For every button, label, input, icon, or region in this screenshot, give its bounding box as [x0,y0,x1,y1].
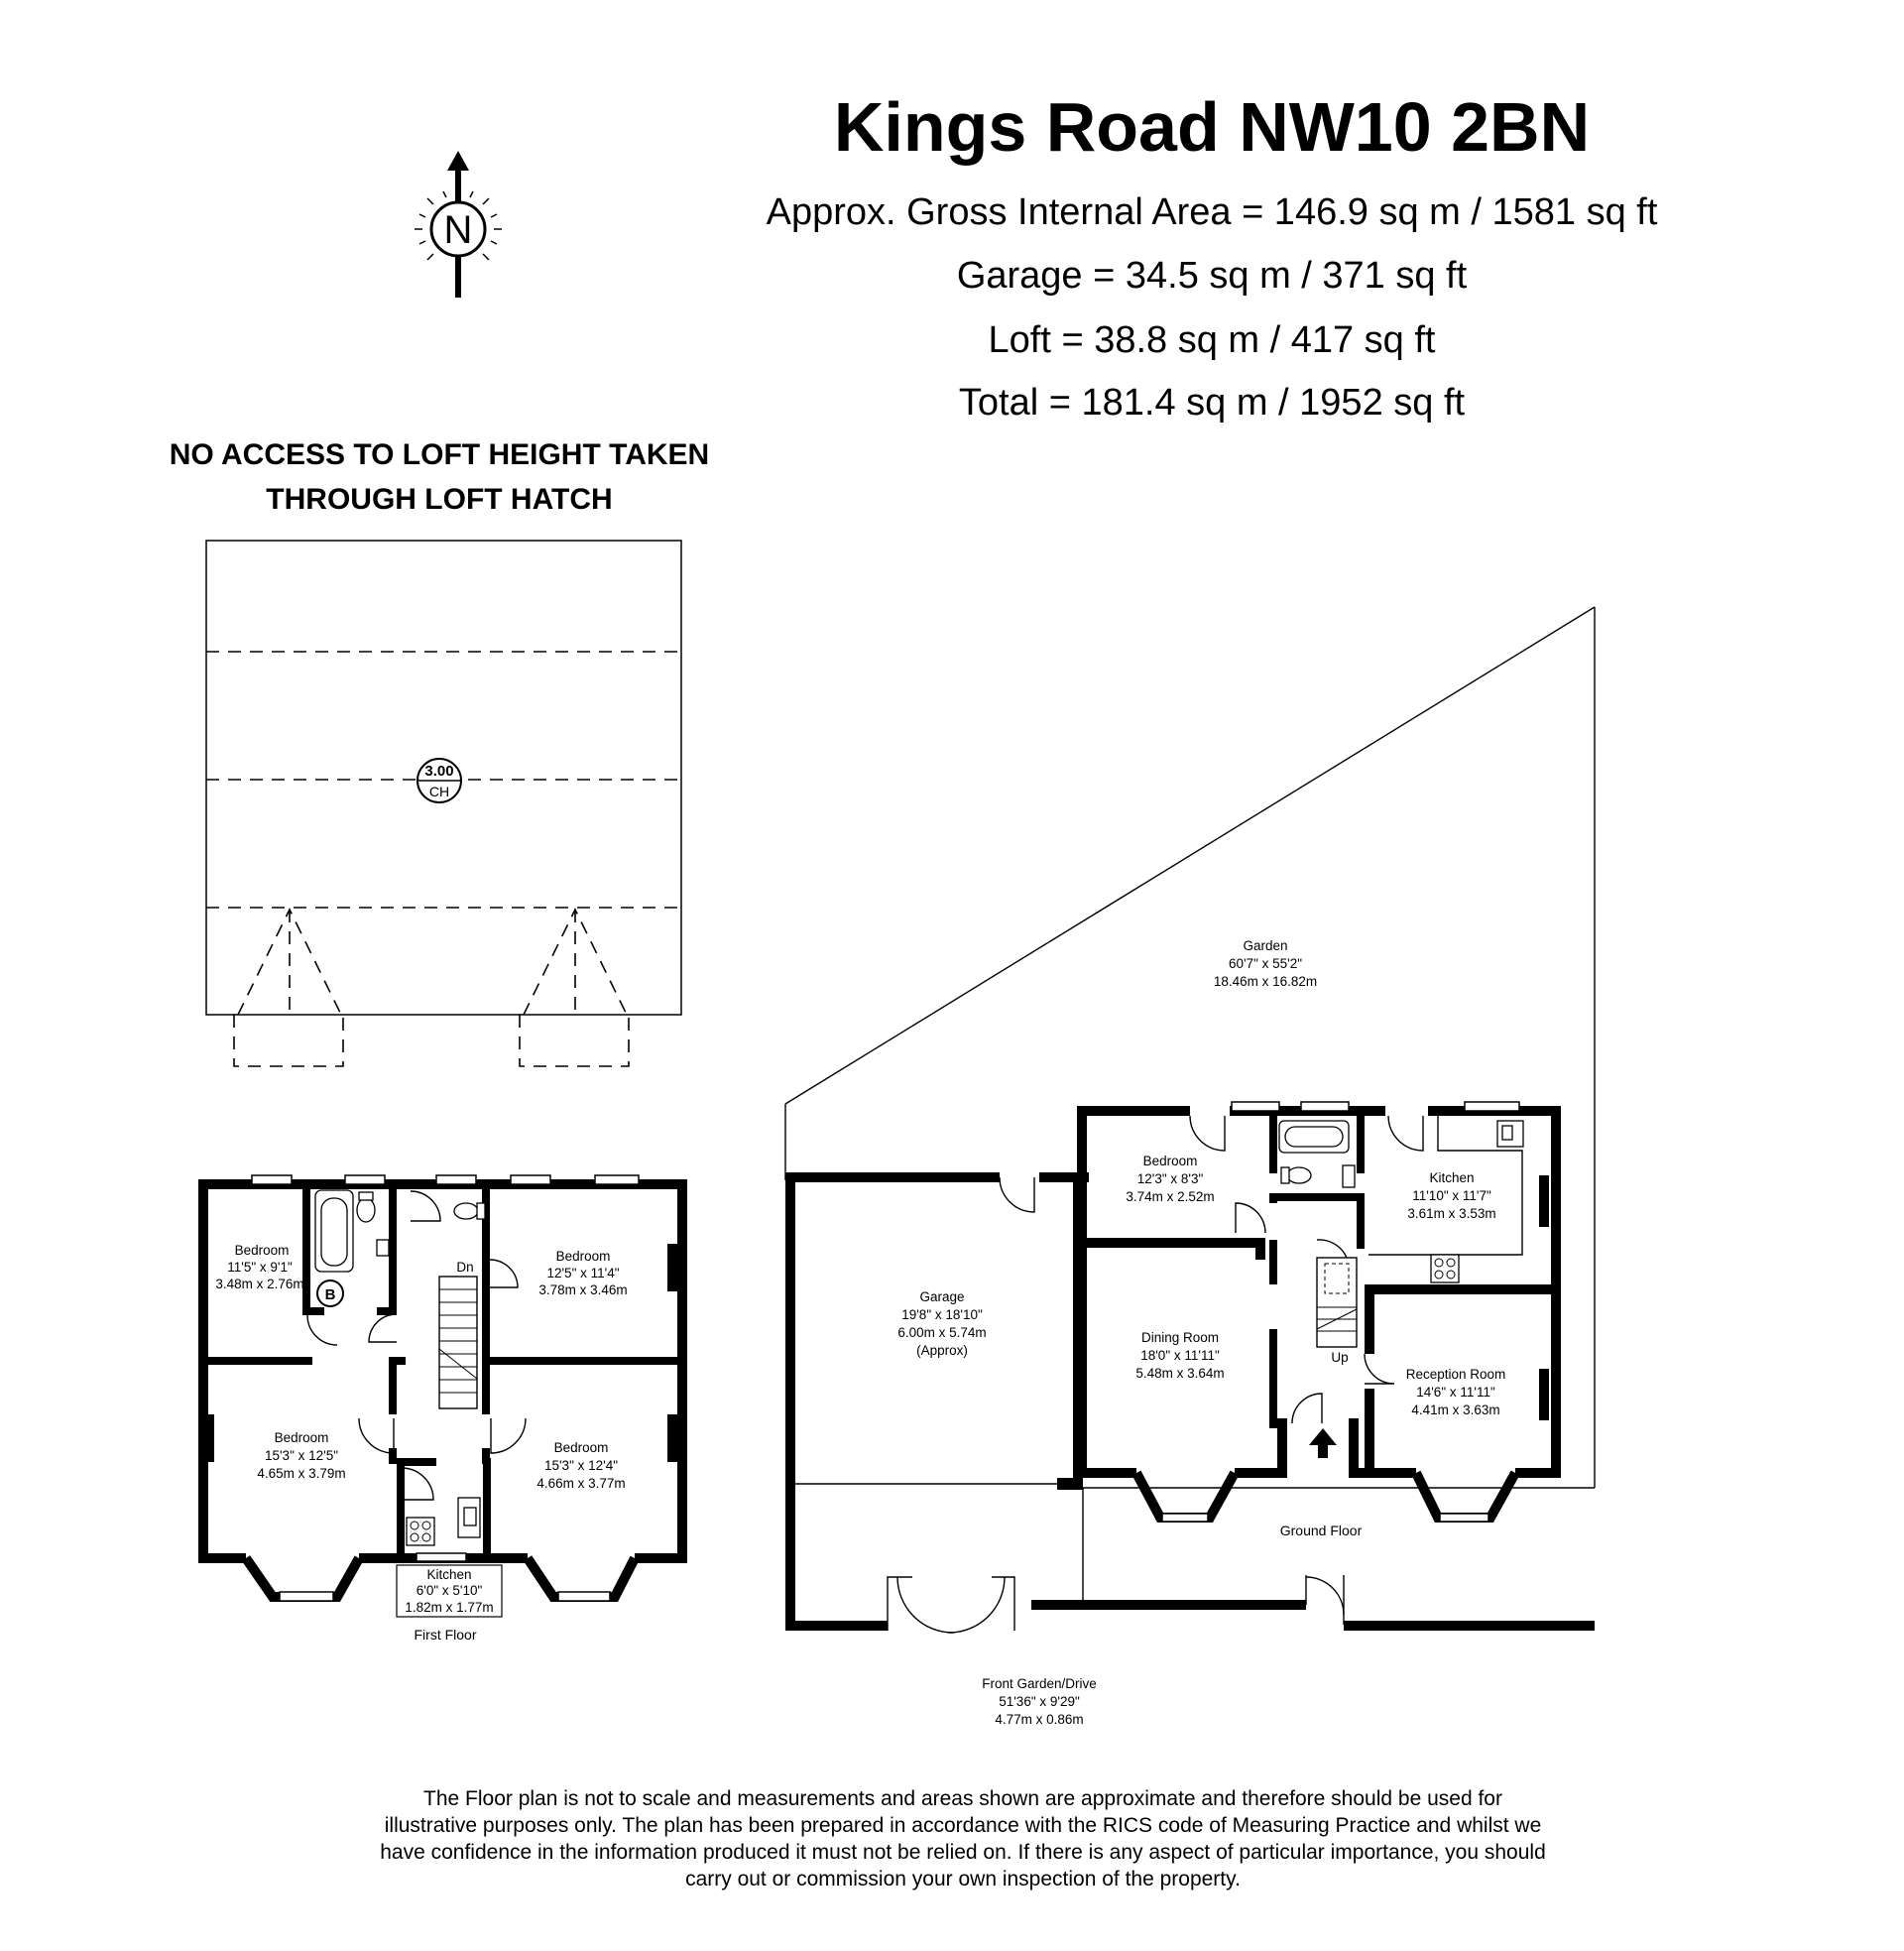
gross-internal-area: Approx. Gross Internal Area = 146.9 sq m / 1581 sq ft [766,191,1658,233]
front-garden-name: Front Garden/Drive [982,1676,1097,1691]
ground-floor-label: Ground Floor [1279,1523,1363,1538]
gf-bedroom-imperial: 12'3" x 8'3" [1136,1171,1204,1186]
boiler-label: B [324,1286,336,1303]
ff-kitchen-imperial: 6'0" x 5'10" [416,1583,483,1598]
ground-floor-plan [785,607,1595,1633]
garage-area: Garage = 34.5 sq m / 371 sq ft [956,255,1468,297]
dining-room-name: Dining Room [1140,1330,1220,1345]
disclaimer-line1: The Floor plan is not to scale and measurements and areas shown are approximate and therefore should be used for [423,1787,1502,1810]
garden-metric: 18.46m x 16.82m [1213,974,1318,989]
ff-kitchen-name: Kitchen [426,1567,472,1582]
disclaimer-line2: illustrative purposes only. The plan has been prepared in accordance with the RICS code of Measuring Practice and whilst we [384,1814,1542,1837]
loft-ceiling-height: 3.00 [424,763,454,780]
garage-imperial: 19'8" x 18'10" [901,1307,983,1322]
ff-kitchen-metric: 1.82m x 1.77m [405,1600,494,1615]
loft-area: Loft = 38.8 sq m / 417 sq ft [988,319,1436,361]
north-arrow-icon [415,151,502,298]
ff-bedroom3-name: Bedroom [274,1430,329,1445]
disclaimer-line3: have confidence in the information produced it must not be relied on. If there is any aspect of particular importance, you should [380,1841,1546,1864]
reception-room-name: Reception Room [1405,1367,1506,1382]
garage-name: Garage [919,1289,965,1304]
ff-bedroom1-name: Bedroom [234,1243,290,1258]
dining-room-metric: 5.48m x 3.64m [1135,1366,1225,1381]
ff-bedroom2-metric: 3.78m x 3.46m [538,1282,628,1297]
compass-label: N [443,208,473,252]
first-floor-label: First Floor [414,1627,477,1643]
first-floor-plan [198,1175,687,1617]
garage-metric: 6.00m x 5.74m [897,1325,987,1340]
loft-ceiling-label: CH [428,784,450,799]
ground-floor-stair-label: Up [1331,1350,1349,1365]
dining-room-imperial: 18'0" x 11'11" [1140,1348,1220,1363]
loft-note-line1: NO ACCESS TO LOFT HEIGHT TAKEN [169,438,710,471]
disclaimer-line4: carry out or commission your own inspection of the property. [685,1868,1241,1890]
front-garden-imperial: 51'36" x 9'29" [999,1694,1080,1709]
gf-kitchen-name: Kitchen [1429,1170,1475,1185]
property-title: Kings Road NW10 2BN [833,88,1591,166]
ff-bedroom1-imperial: 11'5" x 9'1" [227,1260,293,1275]
garden-name: Garden [1243,938,1288,953]
reception-room-metric: 4.41m x 3.63m [1411,1402,1500,1417]
gf-kitchen-metric: 3.61m x 3.53m [1407,1206,1496,1221]
reception-room-imperial: 14'6" x 11'11" [1416,1385,1495,1400]
gf-kitchen-imperial: 11'10" x 11'7" [1412,1188,1491,1203]
ff-bedroom3-imperial: 15'3" x 12'5" [264,1448,339,1463]
ff-bedroom2-name: Bedroom [555,1249,611,1264]
first-floor-stair-label: Dn [456,1260,474,1275]
ff-bedroom2-imperial: 12'5" x 11'4" [546,1266,620,1280]
loft-note-line2: THROUGH LOFT HATCH [266,483,613,516]
garage-note: (Approx) [916,1343,968,1358]
ff-bedroom4-imperial: 15'3" x 12'4" [543,1458,619,1473]
ff-bedroom3-metric: 4.65m x 3.79m [257,1466,346,1481]
ff-bedroom1-metric: 3.48m x 2.76m [215,1277,304,1291]
front-garden-metric: 4.77m x 0.86m [995,1712,1084,1727]
garden-imperial: 60'7" x 55'2" [1228,956,1303,971]
ff-bedroom4-name: Bedroom [553,1440,609,1455]
gf-bedroom-name: Bedroom [1142,1154,1198,1168]
ff-bedroom4-metric: 4.66m x 3.77m [536,1476,626,1491]
gf-bedroom-metric: 3.74m x 2.52m [1126,1189,1215,1204]
total-area: Total = 181.4 sq m / 1952 sq ft [958,382,1466,424]
loft-plan [206,541,681,1066]
